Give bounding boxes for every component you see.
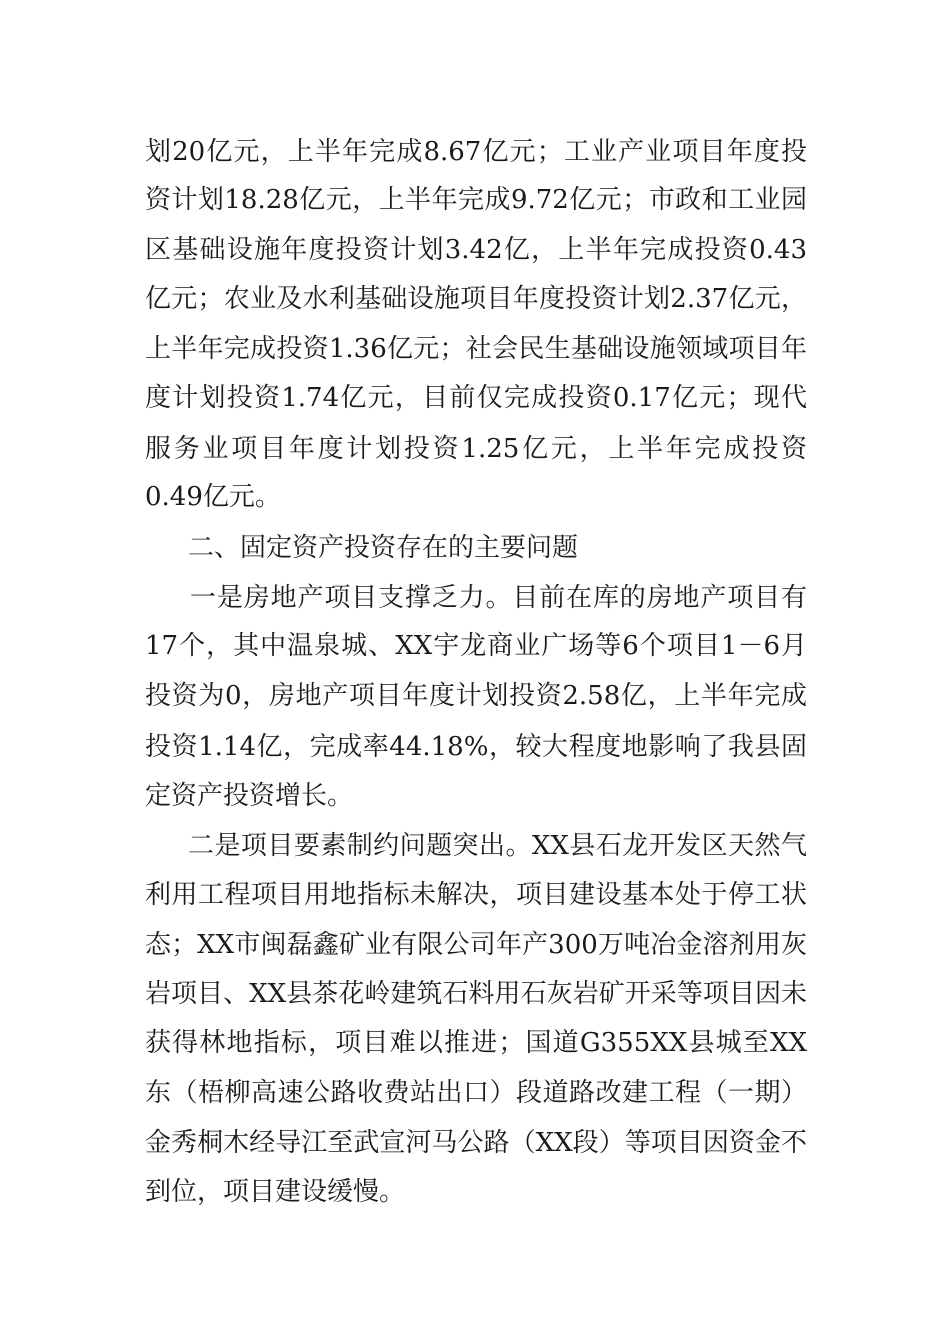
text-line: 投资为0，房地产项目年度计划投资2.58亿，上半年完成 (145, 681, 807, 711)
text-line: 度计划投资1.74亿元，目前仅完成投资0.17亿元；现代 (145, 383, 807, 413)
text-line: 投资1.14亿，完成率44.18%，较大程度地影响了我县固 (145, 732, 807, 762)
text-line: 态；XX市闽磊鑫矿业有限公司年产300万吨冶金溶剂用灰 (145, 930, 807, 960)
text-line: 服务业项目年度计划投资1.25亿元，上半年完成投资 (145, 434, 807, 464)
text-line: 17个，其中温泉城、XX宇龙商业广场等6个项目1－6月 (145, 631, 807, 661)
text-line: 区基础设施年度投资计划3.42亿，上半年完成投资0.43 (145, 235, 807, 265)
text-line: 亿元；农业及水利基础设施项目年度投资计划2.37亿元， (145, 284, 807, 314)
text-line: 获得林地指标，项目难以推进；国道G355XX县城至XX (145, 1028, 807, 1058)
text-line: 二是项目要素制约问题突出。XX县石龙开发区天然气 (188, 831, 807, 861)
text-line: 划20亿元，上半年完成8.67亿元；工业产业项目年度投 (145, 137, 807, 167)
text-line: 利用工程项目用地指标未解决，项目建设基本处于停工状 (145, 880, 807, 910)
section-heading: 二、固定资产投资存在的主要问题 (188, 533, 579, 563)
text-line: 上半年完成投资1.36亿元；社会民生基础设施领域项目年 (145, 334, 807, 364)
text-line: 到位，项目建设缓慢。 (145, 1177, 406, 1207)
text-line: 金秀桐木经导江至武宣河马公路（XX段）等项目因资金不 (145, 1128, 807, 1158)
text-line: 资计划18.28亿元，上半年完成9.72亿元；市政和工业园 (145, 185, 807, 215)
text-line: 一是房地产项目支撑乏力。目前在库的房地产项目有 (190, 583, 807, 613)
text-line: 0.49亿元。 (145, 482, 281, 512)
text-line: 岩项目、XX县茶花岭建筑石料用石灰岩矿开采等项目因未 (145, 979, 807, 1009)
text-line: 定资产投资增长。 (145, 781, 354, 811)
text-line: 东（梧柳高速公路收费站出口）段道路改建工程（一期） (145, 1078, 807, 1108)
